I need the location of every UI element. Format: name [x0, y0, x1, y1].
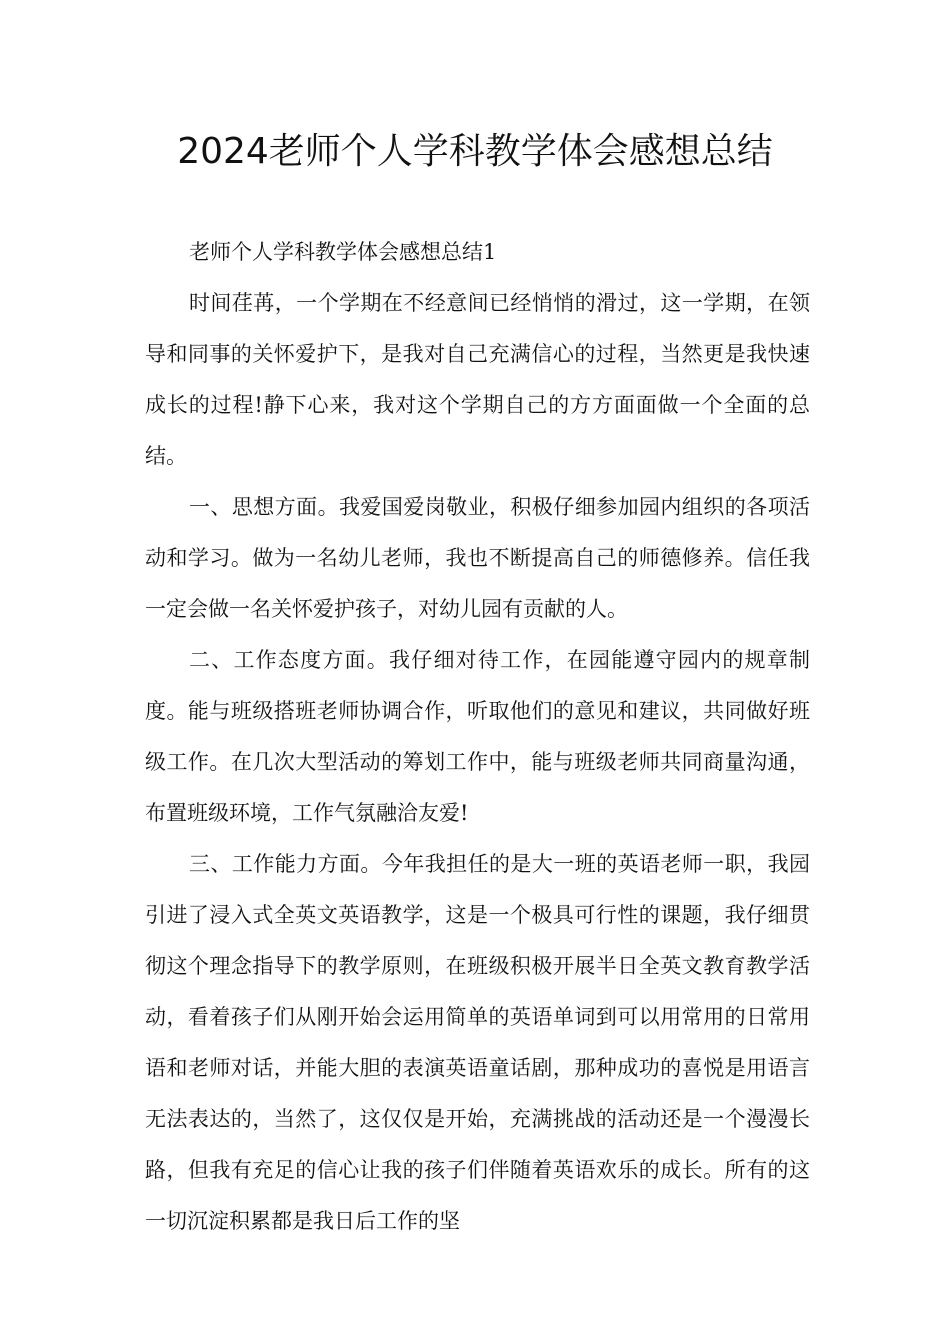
document-title: 2024老师个人学科教学体会感想总结 [177, 131, 773, 172]
paragraph-intro: 时间荏苒，一个学期在不经意间已经悄悄的滑过，这一学期，在领导和同事的关怀爱护下，是我对自己充满信心的过程，当然更是我快速成长的过程!静下心来，我对这个学期自己的方方面面做一个全面的总结。 [145, 291, 810, 468]
section-heading: 老师个人学科教学体会感想总结1 [189, 240, 497, 264]
paragraph-ability: 三、工作能力方面。今年我担任的是大一班的英语老师一职，我园引进了浸入式全英文英语教学，这是一个极具可行性的课题，我仔细贯彻这个理念指导下的教学原则，在班级积极开展半日全英文教育教学活动，看着孩子们从刚开始会运用简单的英语单词到可以用常用的日常用语和老师对话，并能大胆的表演英语童话剧，那种成功的喜悦是用语言无法表达的，当然了，这仅仅是开始，充满挑战的活动还是一个漫漫长路，但我有充足的信心让我的孩子们伴随着英语欢乐的成长。所有的这一切沉淀积累都是我日后工作的坚 [145, 852, 810, 1233]
document-body [145, 227, 810, 1247]
paragraph-thought: 一、思想方面。我爱国爱岗敬业，积极仔细参加园内组织的各项活动和学习。做为一名幼儿老师，我也不断提高自己的师德修养。信任我一定会做一名关怀爱护孩子，对幼儿园有贡献的人。 [145, 495, 810, 621]
paragraph-attitude: 二、工作态度方面。我仔细对待工作，在园能遵守园内的规章制度。能与班级搭班老师协调合作，听取他们的意见和建议，共同做好班级工作。在几次大型活动的筹划工作中，能与班级老师共同商量沟通，布置班级环境，工作气氛融洽友爱! [145, 648, 810, 825]
